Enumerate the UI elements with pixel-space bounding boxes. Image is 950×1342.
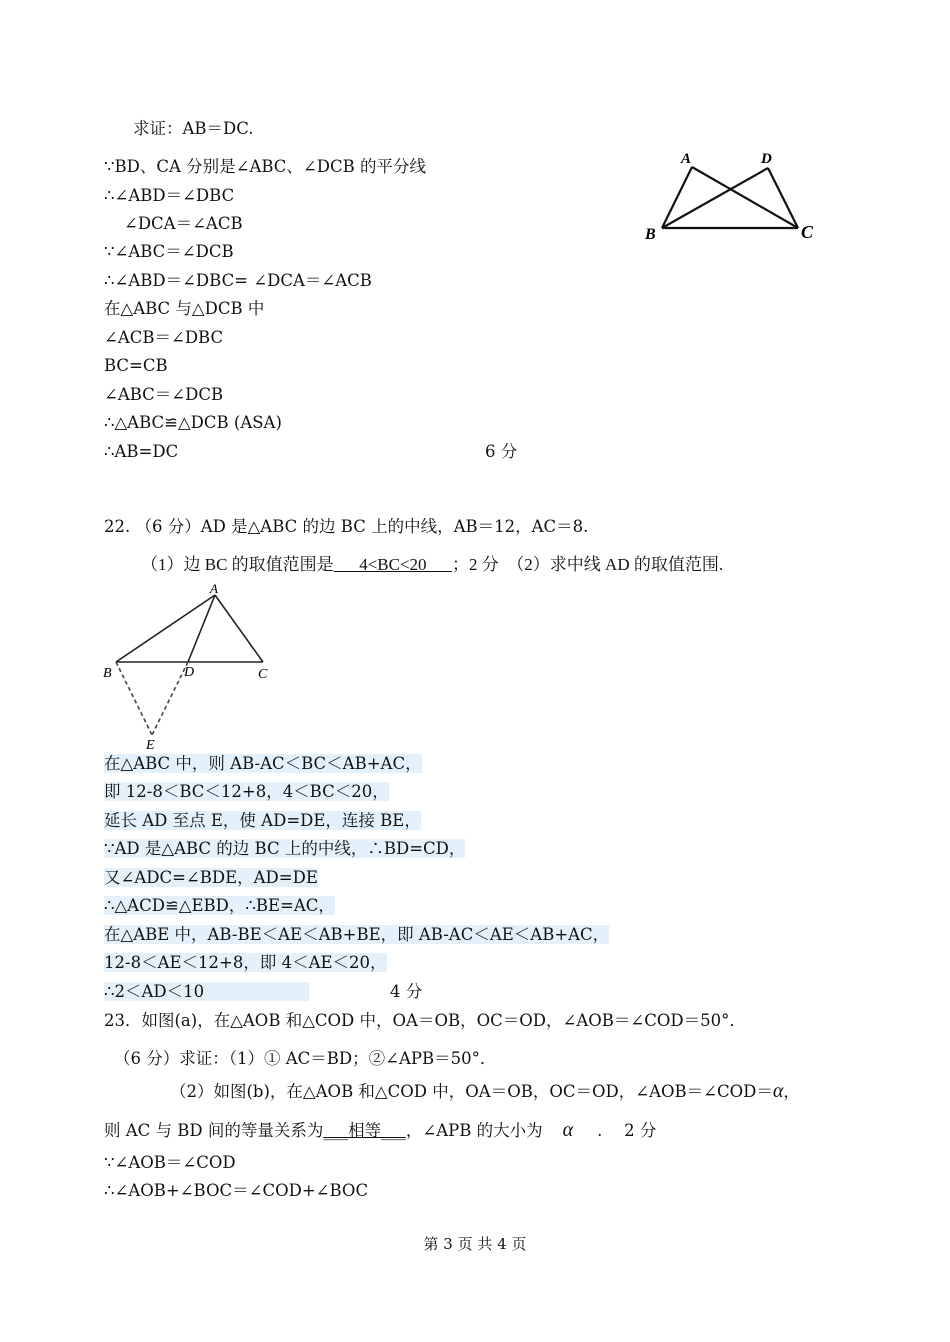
prove-statement: 求证：AB＝DC. bbox=[133, 119, 254, 138]
solution-text: 延长 AD 至点 E，使 AD=DE，连接 BE， bbox=[104, 811, 421, 830]
proof-line: ∠ABC＝∠DCB bbox=[104, 385, 224, 404]
rel-prefix: 则 AC 与 BD 间的等量关系为 bbox=[104, 1121, 324, 1140]
solution-text: ∴2＜AD＜10 bbox=[104, 982, 310, 1001]
solution-line bbox=[104, 923, 609, 947]
rel-end: . 2 分 bbox=[597, 1121, 657, 1140]
solution-line bbox=[104, 752, 422, 776]
alpha-answer: α bbox=[562, 1119, 574, 1141]
question-23-part1: （6 分）求证：（1）① AC＝BD；②∠APB＝50°． bbox=[114, 1049, 497, 1068]
proof-line: ∵∠AOB＝∠COD bbox=[104, 1153, 236, 1172]
q2-text: （2）如图(b)，在△AOB 和△COD 中，OA＝OB，OC＝OD，∠AOB＝∠COD＝ bbox=[170, 1082, 773, 1101]
vertex-label-c: C bbox=[258, 667, 268, 682]
segment-ab bbox=[116, 595, 215, 662]
vertex-label-d: D bbox=[761, 151, 772, 167]
proof-line: ∠DCA＝∠ACB bbox=[124, 214, 243, 233]
proof-line: ∴∠AOB+∠BOC＝∠COD+∠BOC bbox=[104, 1181, 369, 1200]
vertex-label-b: B bbox=[103, 666, 112, 681]
alpha-symbol: α bbox=[772, 1080, 784, 1102]
segment-be-dashed bbox=[116, 662, 152, 735]
segment-de-dashed bbox=[152, 662, 188, 735]
triangle-figure-21 bbox=[635, 143, 835, 248]
solution-line bbox=[104, 866, 318, 890]
solution-text: ∵AD 是△ABC 的边 BC 上的中线，∴BD=CD， bbox=[104, 839, 466, 858]
score-label: 6 分 bbox=[485, 442, 518, 461]
segment-ac bbox=[215, 595, 263, 662]
proof-line: ∴∠ABD＝∠DBC bbox=[104, 186, 235, 205]
vertex-label-a: A bbox=[210, 583, 218, 596]
question-23-part2 bbox=[170, 1079, 800, 1104]
proof-line: ∴AB=DC bbox=[104, 442, 179, 461]
solution-text: ∴△ACD≌△EBD，∴BE=AC， bbox=[104, 896, 335, 915]
q1-answer: ___4<BC<20___ bbox=[333, 555, 453, 574]
solution-line bbox=[104, 780, 389, 804]
proof-line: ∠ACB＝∠DBC bbox=[104, 328, 224, 347]
vertex-label-d: D bbox=[184, 665, 195, 680]
proof-line: BC=CB bbox=[104, 356, 168, 375]
solution-line bbox=[104, 951, 387, 975]
vertex-label-c: C bbox=[801, 222, 814, 242]
vertex-label-a: A bbox=[681, 151, 692, 167]
proof-line: 在△ABC 与△DCB 中 bbox=[104, 299, 265, 318]
solution-text: 在△ABC 中，则 AB-AC＜BC＜AB+AC， bbox=[104, 754, 422, 773]
page-footer: 第 3 页 共 4 页 bbox=[423, 1235, 527, 1253]
q2-comma: ， bbox=[783, 1082, 800, 1101]
q1-prefix: （1）边 BC 的取值范围是 bbox=[141, 555, 334, 574]
question-22-header: 22. （6 分）AD 是△ABC 的边 BC 上的中线，AB＝12，AC＝8. bbox=[104, 517, 589, 536]
solution-line bbox=[104, 894, 335, 918]
triangle-figure-22 bbox=[100, 583, 280, 753]
question-23-header: 23．如图(a)，在△AOB 和△COD 中，OA＝OB，OC＝OD，∠AOB＝∠COD＝50°． bbox=[104, 1011, 746, 1030]
question-23-relation bbox=[104, 1118, 656, 1143]
rel-answer: ___相等___ bbox=[323, 1121, 406, 1140]
proof-line: ∴△ABC≌△DCB (ASA) bbox=[104, 413, 282, 432]
proof-line: ∴∠ABD＝∠DBC= ∠DCA＝∠ACB bbox=[104, 271, 372, 290]
solution-text: 12-8＜AE＜12+8，即 4＜AE＜20， bbox=[104, 953, 387, 972]
vertex-label-e: E bbox=[146, 738, 155, 753]
rel-mid: ，∠APB 的大小为 bbox=[405, 1121, 543, 1140]
score-label: 4 分 bbox=[390, 982, 423, 1001]
solution-text: 在△ABE 中，AB-BE＜AE＜AB+BE，即 AB-AC＜AE＜AB+AC， bbox=[104, 925, 610, 944]
solution-line bbox=[104, 809, 421, 833]
question-22-part1 bbox=[141, 553, 723, 577]
solution-text: 即 12-8＜BC＜12+8，4＜BC＜20， bbox=[104, 782, 389, 801]
proof-line: ∵BD、CA 分别是∠ABC、∠DCB 的平分线 bbox=[104, 157, 426, 176]
q1-suffix: ；2 分 （2）求中线 AD 的取值范围. bbox=[452, 555, 724, 574]
vertex-label-b: B bbox=[645, 226, 656, 243]
solution-text: 又∠ADC=∠BDE，AD=DE bbox=[104, 868, 318, 887]
proof-line: ∵∠ABC＝∠DCB bbox=[104, 242, 234, 261]
solution-line bbox=[104, 980, 309, 1004]
solution-line bbox=[104, 837, 465, 861]
